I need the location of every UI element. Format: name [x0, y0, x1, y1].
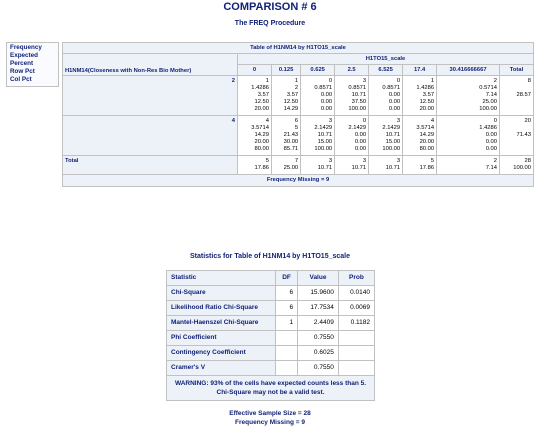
stats-header-prob: Prob — [338, 271, 374, 286]
table-cell — [437, 76, 500, 116]
cell-value: 2 — [493, 78, 497, 84]
expected-count-warning: WARNING: 93% of the cells have expected counts less than 5. Chi-Square may not be a valid test. — [167, 376, 375, 401]
cell-value: 20.00 — [419, 106, 435, 112]
column-header: 0 — [238, 65, 272, 76]
cell-value: 5 — [265, 158, 269, 164]
column-header: 6.525 — [369, 65, 403, 76]
cell-value: 10.71 — [351, 92, 367, 98]
table-cell — [271, 76, 300, 116]
table-cell — [499, 76, 533, 116]
cell-value: 3.5714 — [251, 125, 269, 131]
statistic-df: 1 — [276, 316, 298, 331]
row-variable-header: H1NM14(Closeness with Non-Res Bio Mother) — [63, 54, 238, 76]
cell-value: 0.8571 — [348, 85, 367, 91]
cell-value: 37.50 — [351, 99, 367, 105]
cell-value: 5 — [430, 158, 435, 164]
cell-value: 30.00 — [283, 139, 299, 145]
statistic-name: Phi Coefficient — [167, 331, 276, 346]
table-row — [63, 116, 534, 156]
cell-value: 21.43 — [283, 132, 299, 138]
cell-value: 80.00 — [254, 146, 269, 152]
legend-item: Col Pct — [10, 76, 32, 83]
cell-value: 100.00 — [479, 106, 497, 112]
statistic-df — [276, 331, 298, 346]
cell-value: 20.00 — [254, 139, 269, 145]
statistic-name: Chi-Square — [167, 286, 276, 301]
stats-header-value: Value — [298, 271, 339, 286]
statistic-value: 15.9600 — [298, 286, 339, 301]
cell-value: 0 — [328, 78, 333, 84]
cell-value: 1 — [265, 78, 269, 84]
statistics-row — [167, 301, 375, 316]
cell-value: 100.00 — [382, 146, 401, 152]
cell-value: 3 — [396, 158, 401, 164]
stats-header-statistic: Statistic — [167, 271, 276, 286]
cell-value: 14.29 — [419, 132, 435, 138]
cell-value: 0.00 — [388, 92, 401, 98]
table-cell — [403, 116, 437, 156]
cell-value: 0.00 — [485, 146, 497, 152]
statistic-prob — [338, 361, 374, 376]
cell-value: 7.14 — [485, 92, 497, 98]
cell-value: 4 — [265, 118, 269, 124]
table-cell — [238, 76, 272, 116]
footer-frequency-missing: Frequency Missing = 9 — [235, 419, 305, 426]
cell-value: 20.00 — [419, 139, 435, 145]
statistic-df — [276, 361, 298, 376]
cell-value: 0.00 — [485, 132, 497, 138]
cell-value: 14.29 — [283, 106, 299, 112]
statistic-name: Contingency Coefficient — [167, 346, 276, 361]
cell-value: 3 — [328, 118, 333, 124]
table-cell — [403, 76, 437, 116]
row-label: 2 — [63, 76, 238, 116]
cell-value: 0.00 — [388, 99, 401, 105]
cell-value: 3.57 — [286, 92, 299, 98]
statistics-row — [167, 286, 375, 301]
cell-value: 0 — [493, 118, 497, 124]
table-cell — [403, 156, 437, 175]
cell-value: 15.00 — [317, 139, 333, 145]
cell-value: 15.00 — [385, 139, 401, 145]
table-cell — [437, 156, 500, 175]
cell-value: 10.71 — [385, 165, 401, 171]
statistic-name: Likelihood Ratio Chi-Square — [167, 301, 276, 316]
statistic-name: Mantel-Haenszel Chi-Square — [167, 316, 276, 331]
cell-value: 0.00 — [354, 139, 367, 145]
cell-value: 100.00 — [314, 146, 333, 152]
statistics-table — [166, 270, 375, 401]
procedure-title: The FREQ Procedure — [234, 20, 306, 27]
cell-value: 25.00 — [482, 99, 497, 105]
cell-value: 7 — [294, 158, 299, 164]
legend-item: Row Pct — [10, 68, 35, 75]
column-variable-header: H1TO15_scale — [238, 54, 534, 65]
crosstab-table — [62, 42, 534, 187]
frequency-missing: Frequency Missing = 9 — [63, 175, 534, 187]
table-cell — [238, 156, 272, 175]
statistics-caption: Statistics for Table of H1NM14 by H1TO15_scale — [189, 253, 351, 260]
table-cell — [301, 156, 335, 175]
cell-value: 0.00 — [485, 139, 497, 145]
table-cell — [369, 156, 403, 175]
cell-value: 3.57 — [422, 92, 435, 98]
cell-value: 17.86 — [254, 165, 269, 171]
cell-value: 0.00 — [388, 106, 401, 112]
statistics-row — [167, 331, 375, 346]
cell-value: 0.00 — [320, 106, 333, 112]
cell-value: 2.1429 — [348, 125, 367, 131]
cell-value: 10.71 — [317, 165, 333, 171]
cell-value: 12.50 — [283, 99, 299, 105]
cell-value: 3 — [362, 158, 367, 164]
table-cell — [335, 76, 369, 116]
cell-value: 2.1429 — [382, 125, 401, 131]
table-cell — [238, 116, 272, 156]
cell-value: 1.4286 — [479, 125, 497, 131]
statistic-value: 0.7550 — [298, 331, 339, 346]
cell-value: 0.00 — [354, 132, 367, 138]
statistic-value: 17.7534 — [298, 301, 339, 316]
cell-value: 12.50 — [254, 99, 269, 105]
cell-value: 2.1429 — [314, 125, 333, 131]
total-row — [63, 156, 534, 175]
cell-value: 3.57 — [257, 92, 269, 98]
statistic-df — [276, 346, 298, 361]
statistic-prob: 0.0069 — [338, 301, 374, 316]
cell-value: 28.57 — [516, 92, 531, 98]
cell-value: 10.71 — [351, 165, 367, 171]
cell-value: 3 — [328, 158, 333, 164]
cell-value: 4 — [430, 118, 435, 124]
legend-item: Expected — [10, 52, 38, 59]
statistic-prob: 0.1182 — [338, 316, 374, 331]
statistic-name: Cramer's V — [167, 361, 276, 376]
cell-value: 14.29 — [254, 132, 269, 138]
table-cell — [271, 116, 300, 156]
statistics-row — [167, 361, 375, 376]
cell-value: 0.00 — [320, 92, 333, 98]
table-cell — [301, 116, 335, 156]
cell-value: 1 — [294, 78, 299, 84]
cell-value: 71.43 — [516, 132, 531, 138]
statistic-df: 6 — [276, 301, 298, 316]
page-title: COMPARISON # 6 — [223, 1, 317, 13]
legend-item: Frequency — [10, 44, 42, 51]
legend-item: Percent — [10, 60, 34, 67]
cell-value — [502, 125, 531, 132]
table-cell — [335, 156, 369, 175]
cell-value: 3 — [362, 78, 367, 84]
table-cell — [271, 156, 300, 175]
statistic-prob: 0.0140 — [338, 286, 374, 301]
cell-value: 17.86 — [419, 165, 435, 171]
column-header: 2.5 — [335, 65, 369, 76]
cell-value: 2 — [493, 158, 497, 164]
column-header: 0.125 — [271, 65, 300, 76]
column-header: 0.625 — [301, 65, 335, 76]
effective-sample-size: Effective Sample Size = 28 — [229, 410, 311, 417]
statistic-value: 0.7550 — [298, 361, 339, 376]
cell-value: 0.8571 — [314, 85, 333, 91]
table-cell — [369, 76, 403, 116]
cell-value: 100.00 — [513, 165, 531, 171]
table-cell — [369, 116, 403, 156]
column-header: 30.416666667 — [437, 65, 500, 76]
crosstab-caption: Table of H1NM14 by H1TO15_scale — [63, 43, 534, 54]
column-header: Total — [499, 65, 533, 76]
cell-value — [502, 85, 531, 92]
table-cell — [301, 76, 335, 116]
row-label: 4 — [63, 116, 238, 156]
table-cell — [499, 156, 533, 175]
table-row — [63, 76, 534, 116]
statistic-value: 2.4409 — [298, 316, 339, 331]
cell-value: 0.00 — [320, 99, 333, 105]
cell-value: 20.00 — [254, 106, 269, 112]
cell-value: 3.5714 — [416, 125, 435, 131]
cell-value: 1 — [430, 78, 435, 84]
cell-value: 10.71 — [385, 132, 401, 138]
cell-value: 0 — [362, 118, 367, 124]
cell-value: 85.71 — [283, 146, 299, 152]
cell-value: 12.50 — [419, 99, 435, 105]
cell-value: 0 — [396, 78, 401, 84]
cell-value: 3 — [396, 118, 401, 124]
table-cell — [335, 116, 369, 156]
column-header: 17.4 — [403, 65, 437, 76]
cell-value: 0.5714 — [479, 85, 497, 91]
cell-value: 80.00 — [419, 146, 435, 152]
cell-value: 2 — [294, 85, 299, 91]
statistic-prob — [338, 331, 374, 346]
cell-value: 6 — [294, 118, 299, 124]
statistic-df: 6 — [276, 286, 298, 301]
cell-value: 0.00 — [354, 146, 367, 152]
cell-value: 7.14 — [485, 165, 497, 171]
cell-value: 100.00 — [348, 106, 367, 112]
statistics-row — [167, 316, 375, 331]
cell-value: 8 — [527, 78, 531, 84]
total-row-label: Total — [63, 156, 238, 175]
stats-header-df: DF — [276, 271, 298, 286]
cell-value: 0.8571 — [382, 85, 401, 91]
statistics-row — [167, 346, 375, 361]
statistic-prob — [338, 346, 374, 361]
cell-value: 1.4286 — [416, 85, 435, 91]
cell-value: 1.4286 — [251, 85, 269, 91]
statistic-value: 0.6025 — [298, 346, 339, 361]
cell-contents-legend — [6, 42, 59, 87]
cell-value: 25.00 — [283, 165, 299, 171]
cell-value: 10.71 — [317, 132, 333, 138]
cell-value: 5 — [294, 125, 299, 131]
table-cell — [499, 116, 533, 156]
table-cell — [437, 116, 500, 156]
cell-value: 28 — [524, 158, 531, 164]
cell-value: 20 — [524, 118, 531, 124]
